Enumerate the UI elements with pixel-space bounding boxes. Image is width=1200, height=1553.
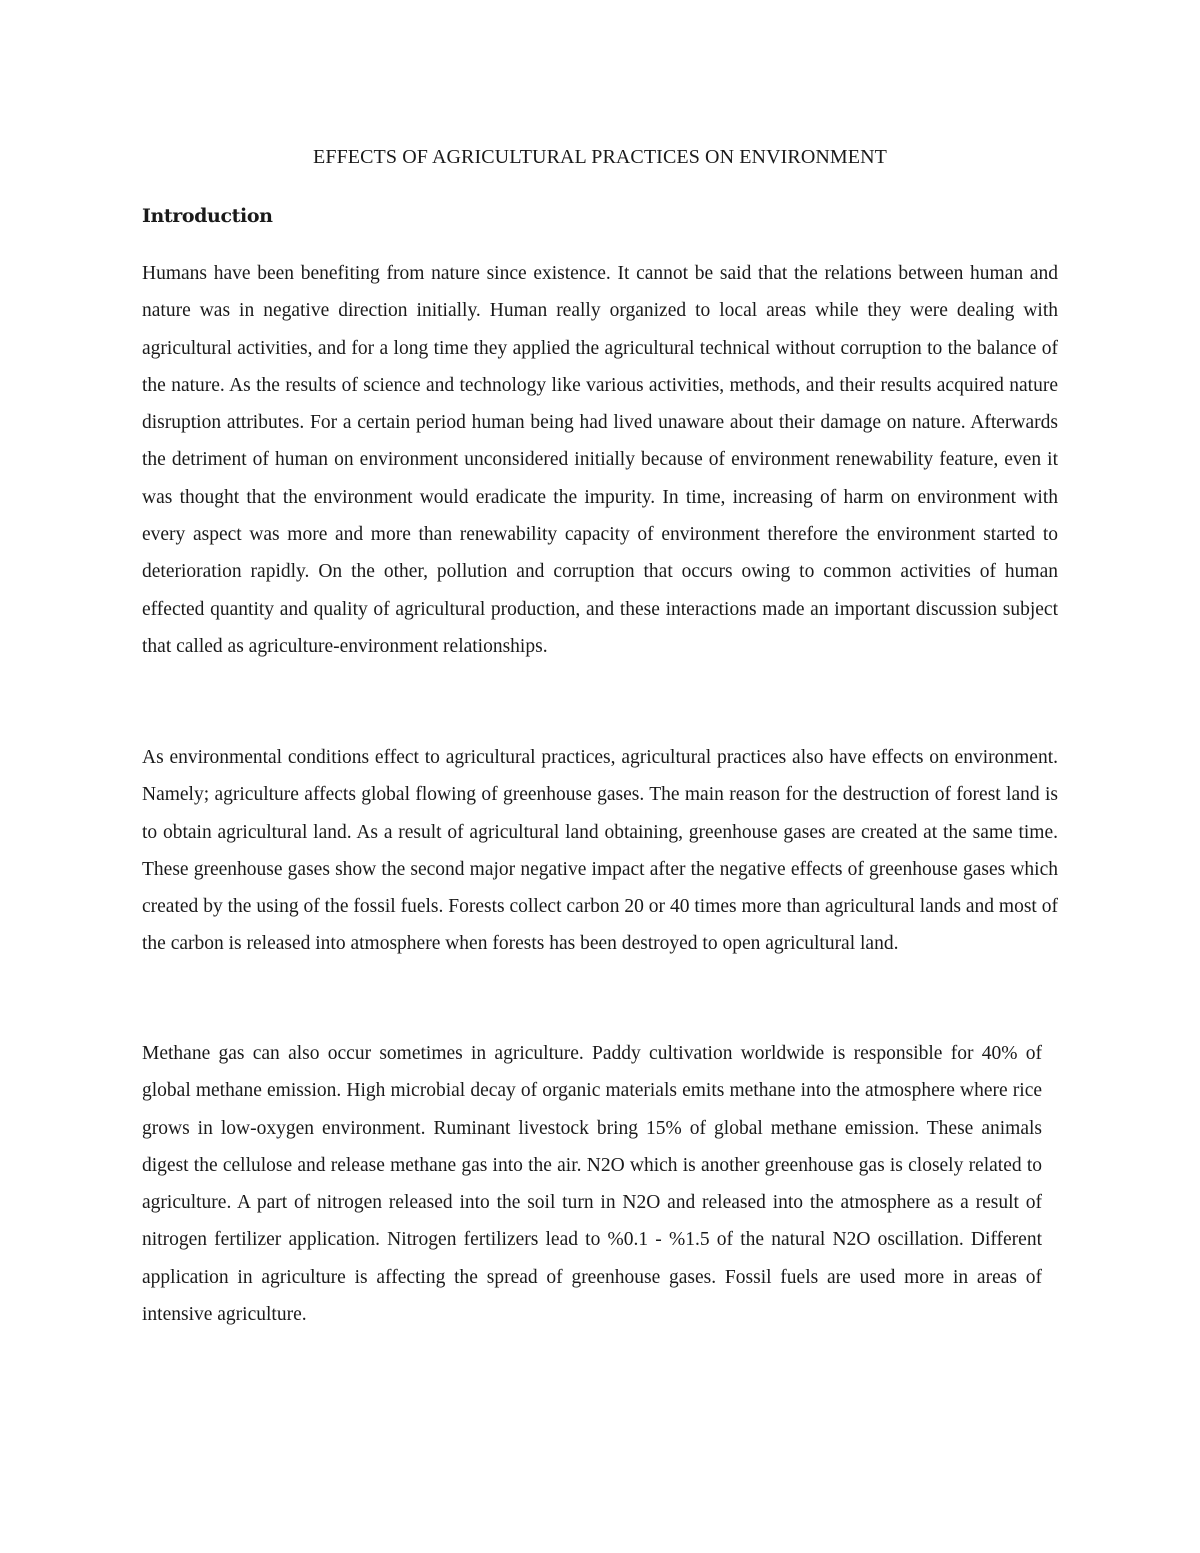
paragraph-3: Methane gas can also occur sometimes in agriculture. Paddy cultivation worldwide is responsible for 40% of global methane emission. High microbial decay of organic materials emits methane into the atmosphere where rice grows in low-oxygen environment. Ruminant livestock bring 15% of global methane emission. These animals digest the cellulose and release methane gas into the air. N2O which is another greenhouse gas is closely related to agriculture. A part of nitrogen released into the soil turn in N2O and released into the atmosphere as a result of nitrogen fertilizer application. Nitrogen fertilizers lead to %0.1 - %1.5 of the natural N2O oscillation. Different application in agriculture is affecting the spread of greenhouse gases. Fossil fuels are used more in areas of intensive agriculture.	[142, 1043, 1042, 1326]
section-heading-introduction: Introduction	[142, 205, 273, 227]
document-title: EFFECTS OF AGRICULTURAL PRACTICES ON ENVIRONMENT	[313, 146, 887, 168]
paragraph-1: Humans have been benefiting from nature since existence. It cannot be said that the relations between human and nature was in negative direction initially. Human really organized to local areas while they were dealing with agricultural activities, and for a long time they applied the agricultural technical without corruption to the balance of the nature. As the results of science and technology like various activities, methods, and their results acquired nature disruption attributes. For a certain period human being had lived unaware about their damage on nature. Afterwards the detriment of human on environment unconsidered initially because of environment renewability feature, even it was thought that the environment would eradicate the impurity. In time, increasing of harm on environment with every aspect was more and more than renewability capacity of environment therefore the environment started to deterioration rapidly. On the other, pollution and corruption that occurs owing to common activities of human effected quantity and quality of agricultural production, and these interactions made an important discussion subject that called as agriculture-environment relationships.	[142, 263, 1058, 657]
paragraph-2: As environmental conditions effect to agricultural practices, agricultural practices also have effects on environment. Namely; agriculture affects global flowing of greenhouse gases. The main reason for the destruction of forest land is to obtain agricultural land. As a result of agricultural land obtaining, greenhouse gases are created at the same time. These greenhouse gases show the second major negative impact after the negative effects of greenhouse gases which created by the using of the fossil fuels. Forests collect carbon 20 or 40 times more than agricultural lands and most of the carbon is released into atmosphere when forests has been destroyed to open agricultural land.	[142, 747, 1058, 955]
